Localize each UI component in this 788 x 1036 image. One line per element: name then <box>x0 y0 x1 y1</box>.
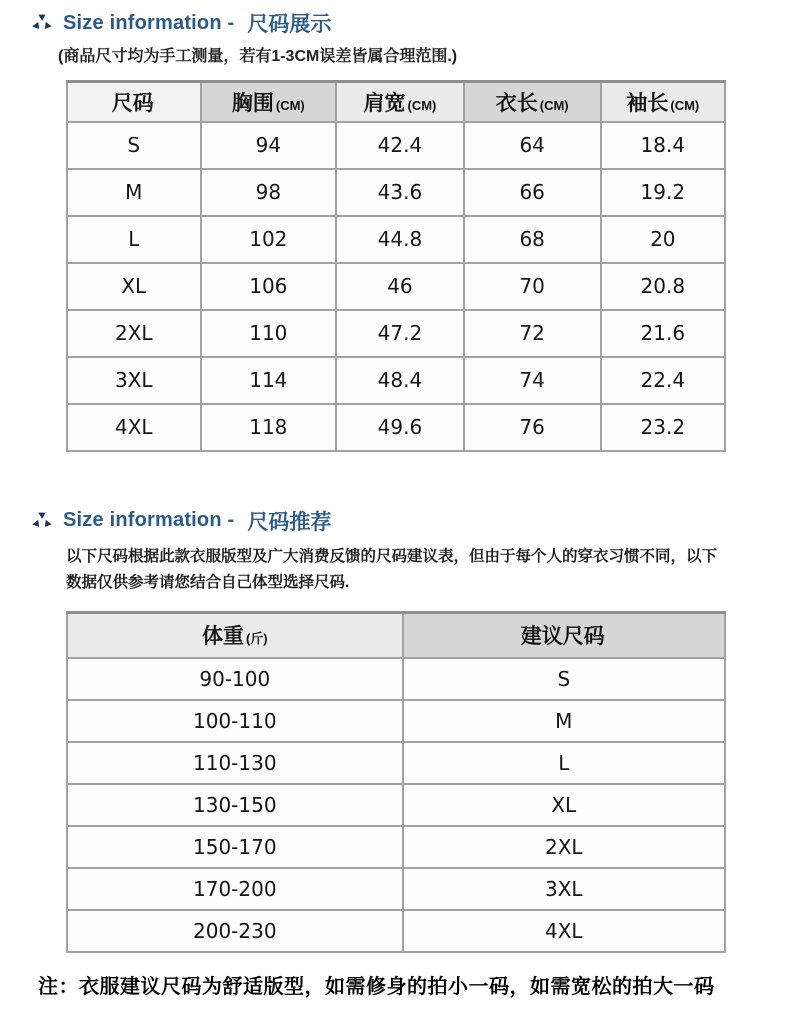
length-cell: 72 <box>464 310 601 357</box>
shoulder-cell: 42.4 <box>336 122 464 169</box>
weight-cell: 130-150 <box>67 784 403 826</box>
table-row <box>67 826 725 868</box>
size-cell: 2XL <box>67 310 201 357</box>
table-row <box>67 910 725 952</box>
col-header-weight: 体重 (斤) <box>67 612 403 658</box>
suggested-size-cell: 4XL <box>403 910 725 952</box>
suggested-size-cell: M <box>403 700 725 742</box>
suggested-size-cell: L <box>403 742 725 784</box>
shoulder-cell: 44.8 <box>336 216 464 263</box>
shoulder-cell: 48.4 <box>336 357 464 404</box>
length-cell: 74 <box>464 357 601 404</box>
length-cell: 70 <box>464 263 601 310</box>
section1-title-zh: 尺码展示 <box>247 13 332 36</box>
sleeve-cell: 18.4 <box>601 122 725 169</box>
weight-cell: 170-200 <box>67 868 403 910</box>
col-header-size: 尺码 <box>67 82 201 122</box>
size-cell: 4XL <box>67 404 201 451</box>
chest-cell: 114 <box>201 357 337 404</box>
chest-cell: 94 <box>201 122 337 169</box>
length-cell: 76 <box>464 404 601 451</box>
size-cell: L <box>67 216 201 263</box>
measurement-tolerance-note: (商品尺寸均为手工测量，若有1-3CM误差皆属合理范围.) <box>58 48 458 65</box>
section2-title-en: Size information - <box>63 509 235 531</box>
table-row <box>67 784 725 826</box>
table-row <box>67 404 725 451</box>
chest-cell: 110 <box>201 310 337 357</box>
sleeve-cell: 21.6 <box>601 310 725 357</box>
col-header-length: 衣长 (CM) <box>464 82 601 122</box>
table-row <box>67 216 725 263</box>
table-row <box>67 868 725 910</box>
weight-cell: 200-230 <box>67 910 403 952</box>
shoulder-cell: 49.6 <box>336 404 464 451</box>
col-header-sleeve: 袖长 (CM) <box>601 82 725 122</box>
size-cell: M <box>67 169 201 216</box>
section1-title-en: Size information - <box>63 11 235 34</box>
section-size-recommend <box>0 506 788 954</box>
table-row <box>67 742 725 784</box>
length-cell: 64 <box>464 122 601 169</box>
weight-cell: 100-110 <box>67 700 403 742</box>
size-table-header-row <box>67 82 725 122</box>
table-row <box>67 169 725 216</box>
weight-cell: 90-100 <box>67 658 403 700</box>
table-row <box>67 310 725 357</box>
suggested-size-cell: S <box>403 658 725 700</box>
table-row <box>67 357 725 404</box>
shoulder-cell: 43.6 <box>336 169 464 216</box>
recommend-table-header-row <box>67 612 725 658</box>
sleeve-cell: 19.2 <box>601 169 725 216</box>
table-row <box>67 700 725 742</box>
section2-header <box>30 506 788 536</box>
col-header-shoulder: 肩宽 (CM) <box>336 82 464 122</box>
section2-title-zh: 尺码推荐 <box>247 510 332 534</box>
length-cell: 66 <box>464 169 601 216</box>
col-header-chest: 胸围 (CM) <box>201 82 337 122</box>
weight-cell: 150-170 <box>67 826 403 868</box>
size-cell: XL <box>67 263 201 310</box>
size-cell: 3XL <box>67 357 201 404</box>
chest-cell: 102 <box>201 216 337 263</box>
col-header-suggested-size: 建议尺码 <box>403 612 725 658</box>
weight-cell: 110-130 <box>67 742 403 784</box>
trefoil-logo-icon <box>30 509 54 533</box>
suggested-size-cell: 3XL <box>403 868 725 910</box>
chest-cell: 118 <box>201 404 337 451</box>
table-row <box>67 122 725 169</box>
sleeve-cell: 23.2 <box>601 404 725 451</box>
shoulder-cell: 47.2 <box>336 310 464 357</box>
shoulder-cell: 46 <box>336 263 464 310</box>
sleeve-cell: 22.4 <box>601 357 725 404</box>
suggested-size-cell: XL <box>403 784 725 826</box>
section-size-display <box>0 0 788 452</box>
fit-advice-note: 注：衣服建议尺码为舒适版型，如需修身的拍小一码，如需宽松的拍大一码 <box>38 976 715 998</box>
trefoil-logo-icon <box>30 11 54 35</box>
size-recommend-table <box>66 611 726 954</box>
recommendation-description: 以下尺码根据此款衣服版型及广大消费反馈的尺码建议表，但由于每个人的穿衣习惯不同，以下数据仅供参考请您结合自己体型选择尺码. <box>66 547 718 591</box>
table-row <box>67 658 725 700</box>
length-cell: 68 <box>464 216 601 263</box>
suggested-size-cell: 2XL <box>403 826 725 868</box>
section1-header <box>30 8 788 38</box>
chest-cell: 106 <box>201 263 337 310</box>
size-cell: S <box>67 122 201 169</box>
chest-cell: 98 <box>201 169 337 216</box>
table-row <box>67 263 725 310</box>
sleeve-cell: 20 <box>601 216 725 263</box>
sleeve-cell: 20.8 <box>601 263 725 310</box>
size-measurement-table <box>66 80 726 452</box>
